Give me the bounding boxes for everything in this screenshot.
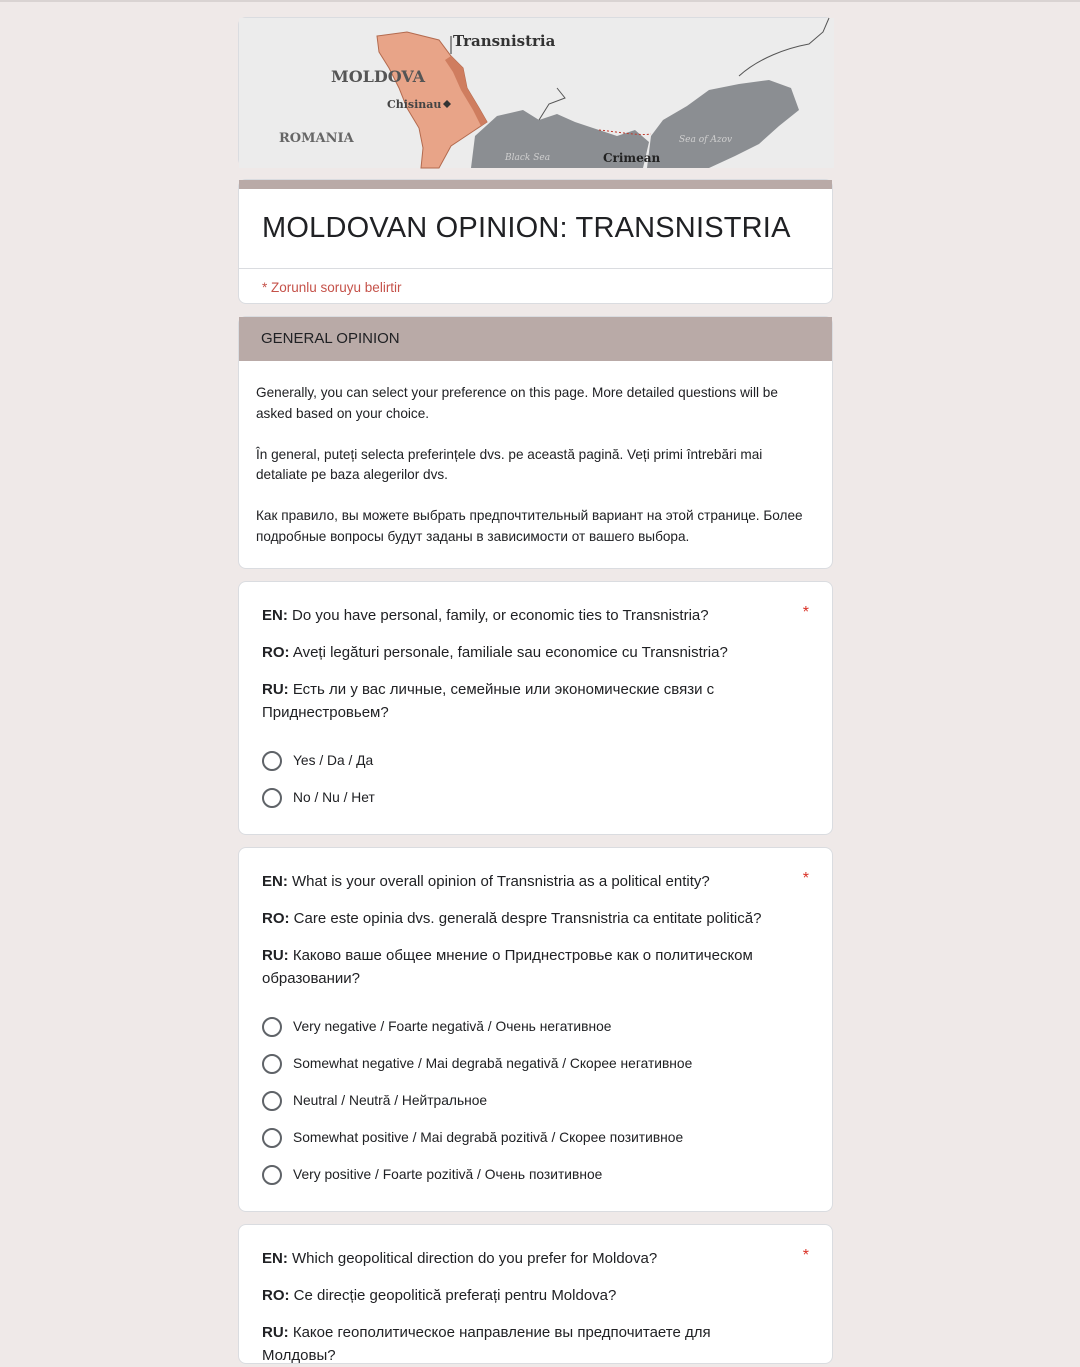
question-ru: Есть ли у вас личные, семейные или экономические связи с Приднестровьем? bbox=[262, 681, 715, 721]
option-label: Very positive / Foarte pozitivă / Очень позитивное bbox=[293, 1167, 603, 1182]
section-card bbox=[238, 316, 833, 569]
map-label-chisinau: Chisinau bbox=[387, 98, 442, 111]
lang-label-en: EN: bbox=[262, 873, 288, 890]
lang-label-ru: RU: bbox=[262, 947, 289, 964]
required-asterisk: * bbox=[802, 604, 809, 621]
required-asterisk: * bbox=[802, 870, 809, 887]
radio-circle-icon[interactable] bbox=[262, 788, 282, 808]
option-label: Somewhat negative / Mai degrabă negativă / Скорее негативное bbox=[293, 1056, 693, 1071]
lang-label-ro: RO: bbox=[262, 644, 290, 661]
top-edge-line bbox=[0, 0, 1080, 2]
question-en: Do you have personal, family, or economic ties to Transnistria? bbox=[292, 607, 709, 624]
question-text-ru bbox=[262, 678, 809, 724]
question-card-geopolitical bbox=[238, 1224, 833, 1364]
radio-group bbox=[262, 742, 809, 816]
question-card-opinion bbox=[238, 847, 833, 1212]
section-description bbox=[239, 361, 832, 547]
question-ro: Care este opinia dvs. generală despre Transnistria ca entitate politică? bbox=[293, 910, 762, 927]
radio-option-yes[interactable] bbox=[262, 742, 809, 779]
map-label-black-sea: Black Sea bbox=[505, 153, 551, 163]
map-label-romania: ROMANIA bbox=[279, 131, 354, 146]
radio-circle-icon[interactable] bbox=[262, 1054, 282, 1074]
radio-option-somewhat-positive[interactable] bbox=[262, 1119, 809, 1156]
lang-label-ru: RU: bbox=[262, 1324, 289, 1341]
form-title-card bbox=[238, 179, 833, 304]
question-en: Which geopolitical direction do you prefer for Moldova? bbox=[292, 1250, 658, 1267]
question-text-ro bbox=[262, 1284, 809, 1307]
question-ru: Какое геополитическое направление вы предпочитаете для Молдовы? bbox=[262, 1324, 711, 1364]
map-label-transnistria: Transnistria bbox=[453, 32, 556, 50]
question-ro: Aveți legături personale, familiale sau economice cu Transnistria? bbox=[292, 644, 728, 661]
option-label: Neutral / Neutră / Нейтральное bbox=[293, 1093, 488, 1108]
radio-circle-icon[interactable] bbox=[262, 1128, 282, 1148]
lang-label-ro: RO: bbox=[262, 1287, 290, 1304]
section-title: GENERAL OPINION bbox=[239, 317, 832, 361]
question-text-en bbox=[262, 604, 809, 627]
option-label: Somewhat positive / Mai degrabă pozitivă / Скорее позитивное bbox=[293, 1130, 684, 1145]
radio-circle-icon[interactable] bbox=[262, 1165, 282, 1185]
radio-option-very-negative[interactable] bbox=[262, 1008, 809, 1045]
map-illustration bbox=[239, 18, 834, 168]
radio-option-very-positive[interactable] bbox=[262, 1156, 809, 1193]
question-text-ru bbox=[262, 1321, 809, 1367]
radio-circle-icon[interactable] bbox=[262, 1017, 282, 1037]
question-text-ro bbox=[262, 641, 809, 664]
lang-label-ro: RO: bbox=[262, 910, 290, 927]
radio-option-neutral[interactable] bbox=[262, 1082, 809, 1119]
question-text-ru bbox=[262, 944, 809, 990]
question-en: What is your overall opinion of Transnistria as a political entity? bbox=[292, 873, 710, 890]
section-desc-ro: În general, puteți selecta preferințele dvs. pe această pagină. Veți primi întrebări mai detaliate pe baza alegerilor dvs. bbox=[256, 446, 763, 482]
lang-label-ru: RU: bbox=[262, 681, 289, 698]
map-label-sea-of-azov: Sea of Azov bbox=[679, 135, 733, 145]
form-title: MOLDOVAN OPINION: TRANSNISTRIA bbox=[262, 212, 791, 244]
question-text-ro bbox=[262, 907, 809, 930]
radio-circle-icon[interactable] bbox=[262, 751, 282, 771]
section-desc-en: Generally, you can select your preference on this page. More detailed questions will be asked based on your choice. bbox=[256, 385, 778, 421]
radio-option-somewhat-negative[interactable] bbox=[262, 1045, 809, 1082]
title-accent-bar bbox=[239, 180, 832, 189]
radio-option-no[interactable] bbox=[262, 779, 809, 816]
section-desc-ru: Как правило, вы можете выбрать предпочтительный вариант на этой странице. Более подробные вопросы будут заданы в зависимости от вашего выбора. bbox=[256, 508, 803, 544]
header-banner-map bbox=[238, 17, 833, 167]
map-label-crimean: Crimean bbox=[603, 151, 661, 165]
question-ro: Ce direcție geopolitică preferați pentru Moldova? bbox=[293, 1287, 617, 1304]
question-text-en bbox=[262, 1247, 809, 1270]
option-label: Yes / Da / Да bbox=[293, 753, 374, 768]
option-label: Very negative / Foarte negativă / Очень негативное bbox=[293, 1019, 612, 1034]
question-card-ties bbox=[238, 581, 833, 835]
required-note: * Zorunlu soruyu belirtir bbox=[262, 280, 402, 295]
option-label: No / Nu / Нет bbox=[293, 790, 375, 805]
radio-group bbox=[262, 1008, 809, 1193]
lang-label-en: EN: bbox=[262, 607, 288, 624]
map-label-moldova: MOLDOVA bbox=[331, 67, 426, 86]
required-asterisk: * bbox=[802, 1247, 809, 1264]
radio-circle-icon[interactable] bbox=[262, 1091, 282, 1111]
question-ru: Каково ваше общее мнение о Приднестровье как о политическом образовании? bbox=[262, 947, 753, 987]
lang-label-en: EN: bbox=[262, 1250, 288, 1267]
question-text-en bbox=[262, 870, 809, 893]
